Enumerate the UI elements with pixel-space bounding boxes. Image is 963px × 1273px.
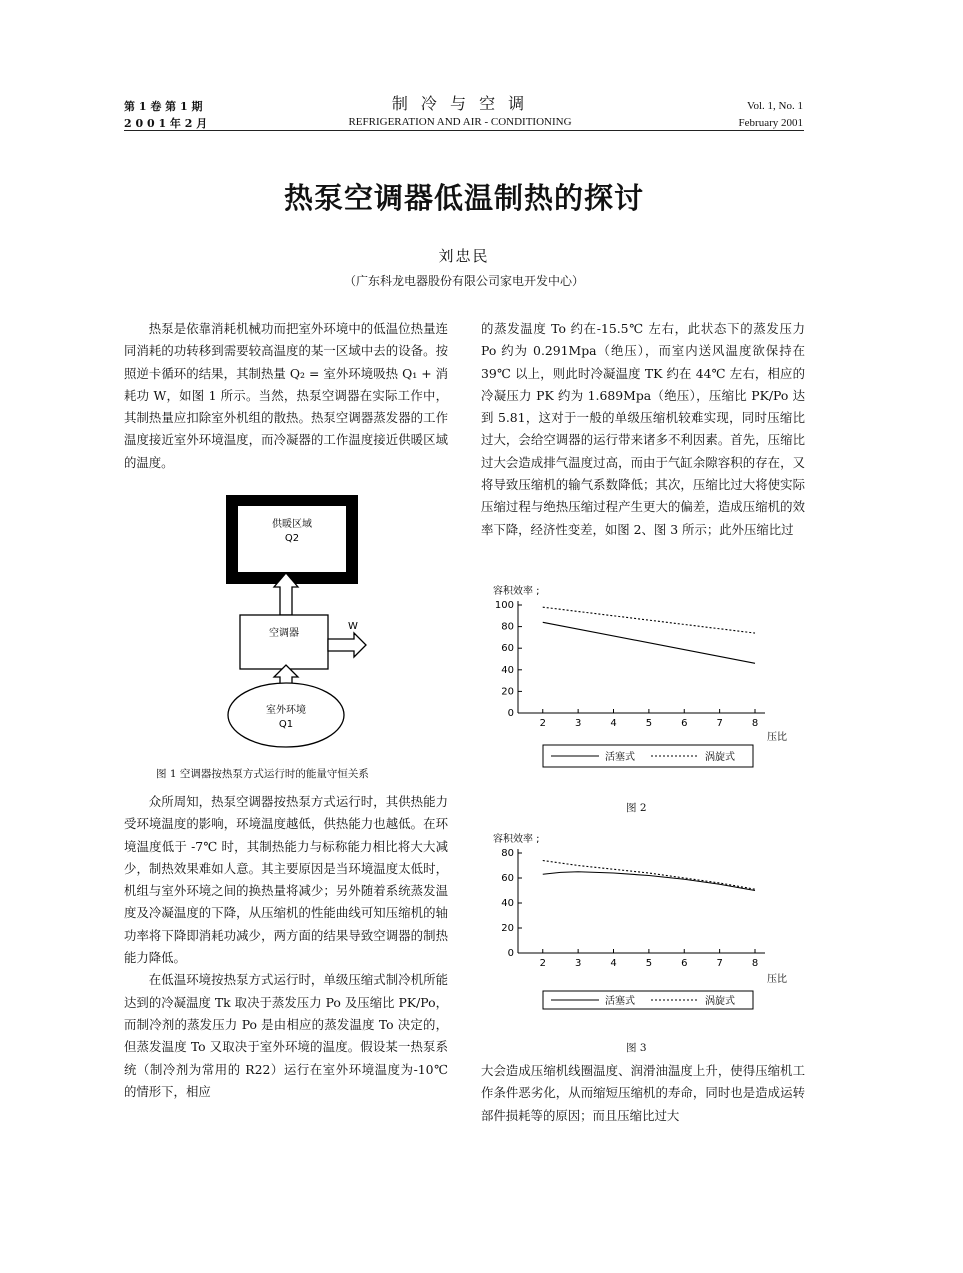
outdoor-q1: Q1: [278, 719, 294, 730]
air-conditioner-label: 空调器: [269, 628, 299, 639]
left-column-bottom: [124, 791, 448, 1103]
x-tick-label: 5: [645, 718, 653, 729]
date-en: February 2001: [738, 117, 803, 129]
figure2-caption: 图 2: [626, 802, 647, 814]
x-tick-label: 3: [574, 958, 582, 969]
x-tick-label: 6: [681, 958, 688, 969]
header-rule: [124, 130, 804, 131]
author: 刘忠民: [438, 247, 490, 265]
y-tick-label: 20: [501, 923, 514, 934]
y-tick-label: 60: [501, 643, 514, 655]
journal-title-cn: 制 冷 与 空 调: [391, 94, 529, 113]
y-tick-label: 80: [501, 621, 514, 633]
x-tick-label: 4: [610, 718, 617, 729]
figure3-chart: [485, 828, 795, 1028]
paragraph: 众所周知，热泵空调器按热泵方式运行时，其供热能力受环境温度的影响，环境温度越低，供热能力也越低。在环境温度低于 -7℃ 时，其制热能力与标称能力相比将大大减少，制热效果难如人意。其主要原因是当环境温度太低时，机组与室外环境之间的换热量将减少；另外随着系统蒸发温度及冷凝温度的下降，从压缩机的性能曲线可知压缩机的轴功率将下降即消耗功减少，两方面的结果导致空调器的制热能力降低。: [124, 794, 448, 966]
y-tick-label: 40: [501, 898, 514, 909]
series-line-piston: [543, 622, 755, 663]
y-tick-label: 100: [494, 600, 514, 611]
x-tick-label: 6: [681, 718, 688, 729]
x-tick-label: 5: [645, 958, 653, 969]
figure1-caption: 图 1 空调器按热泵方式运行时的能量守恒关系: [156, 768, 369, 780]
work-arrow-icon: [328, 633, 366, 657]
figure3-caption: 图 3: [626, 1042, 647, 1054]
volume-en: Vol. 1, No. 1: [746, 100, 803, 112]
legend-label: 涡旋式: [705, 996, 735, 1007]
left-column-top: [124, 318, 448, 474]
y-tick-label: 0: [507, 948, 514, 959]
legend-label: 活塞式: [605, 752, 635, 763]
x-tick-label: 7: [716, 958, 723, 969]
x-tick-label: 3: [574, 718, 582, 729]
x-tick-label: 2: [539, 958, 546, 969]
x-axis-label: 压比: [767, 974, 787, 985]
issue-date: 2 0 0 1 年 2 月: [124, 117, 208, 130]
legend-label: 活塞式: [605, 996, 635, 1007]
y-tick-label: 20: [501, 686, 514, 698]
issue-volume: 第 1 卷 第 1 期: [124, 100, 203, 113]
outdoor-label: 室外环境: [266, 705, 306, 716]
series-line-scroll: [543, 607, 755, 633]
y-tick-label: 0: [507, 708, 514, 719]
x-tick-label: 8: [751, 718, 759, 729]
journal-title: [330, 94, 590, 130]
figure2-chart: [485, 580, 795, 785]
y-tick-label: 60: [501, 873, 514, 884]
y-tick-label: 80: [501, 848, 514, 859]
work-w-label: W: [348, 621, 358, 632]
heating-zone-label: 供暖区域: [272, 519, 312, 530]
x-axis-label: 压比: [767, 732, 787, 743]
x-tick-label: 2: [539, 718, 546, 729]
paragraph: 热泵是依靠消耗机械功而把室外环境中的低温位热量连同消耗的功转移到需要较高温度的某一区域中去的设备。按照逆卡循环的结果，其制热量 Q₂ = 室外环境吸热 Q₁ + 消耗功 W，如图 1 所示。当然，热泵空调器在实际工作中，其制热量应扣除室外机组的散热。热泵空调器蒸发器的工作温度接近室外环境温度，而冷凝器的工作温度接近供暖区域的温度。: [124, 321, 448, 470]
heating-zone-q2: Q2: [284, 533, 300, 544]
y-tick-label: 40: [501, 664, 514, 676]
paragraph: 大会造成压缩机线圈温度、润滑油温度上升，使得压缩机工作条件恶劣化，从而缩短压缩机的寿命，同时也是造成运转部件损耗等的原因；而且压缩比过大: [481, 1063, 805, 1123]
figure1-diagram: [220, 495, 380, 750]
x-tick-label: 8: [751, 958, 759, 969]
journal-title-en: REFRIGERATION AND AIR - CONDITIONING: [348, 116, 572, 128]
paragraph: 在低温环境按热泵方式运行时，单级压缩式制冷机所能达到的冷凝温度 Tk 取决于蒸发压力 Po 及压缩比 PK/Po，而制冷剂的蒸发压力 Po 是由相应的蒸发温度 To 决定的，但蒸发温度 To 又取决于室外环境的温度。假设某一热泵系统（制冷剂为常用的 R22）运行在室外环境温度为-10℃ 的情形下，相应: [124, 972, 448, 1099]
affiliation: （广东科龙电器股份有限公司家电开发中心）: [343, 274, 584, 288]
right-column-bottom: [481, 1060, 805, 1127]
series-line-piston: [543, 872, 755, 891]
x-tick-label: 4: [610, 958, 617, 969]
air-conditioner-box: [240, 615, 328, 669]
y-axis-label: 容积效率 ;: [493, 834, 540, 845]
paper-title: 热泵空调器低温制热的探讨: [283, 181, 644, 215]
right-column-top: [481, 318, 805, 541]
y-axis-label: 容积效率 ;: [493, 586, 540, 597]
paragraph: 的蒸发温度 To 约在-15.5℃ 左右，此状态下的蒸发压力 Po 约为 0.291Mpa（绝压），而室内送风温度欲保持在 39℃ 以上，则此时冷凝温度 TK 约在 44℃ 左右，相应的冷凝压力 PK 约为 1.689Mpa（绝压），压缩比 PK/Po 达到 5.81，这对于一般的单级压缩机较难实现，同时压缩比过大，会给空调器的运行带来诸多不利因素。首先，压缩比过大会造成排气温度过高，而由于气缸余隙容积的存在，又将导致压缩机的输气系数降低；其次，压缩比过大将使实际压缩过程与绝热压缩过程产生更大的偏差，造成压缩机的效率下降，经济性变差，如图 2、图 3 所示；此外压缩比过: [481, 321, 805, 537]
issue-info: [124, 98, 207, 132]
x-tick-label: 7: [716, 718, 723, 729]
legend-label: 涡旋式: [705, 752, 735, 763]
issue-info-en: [700, 98, 803, 132]
